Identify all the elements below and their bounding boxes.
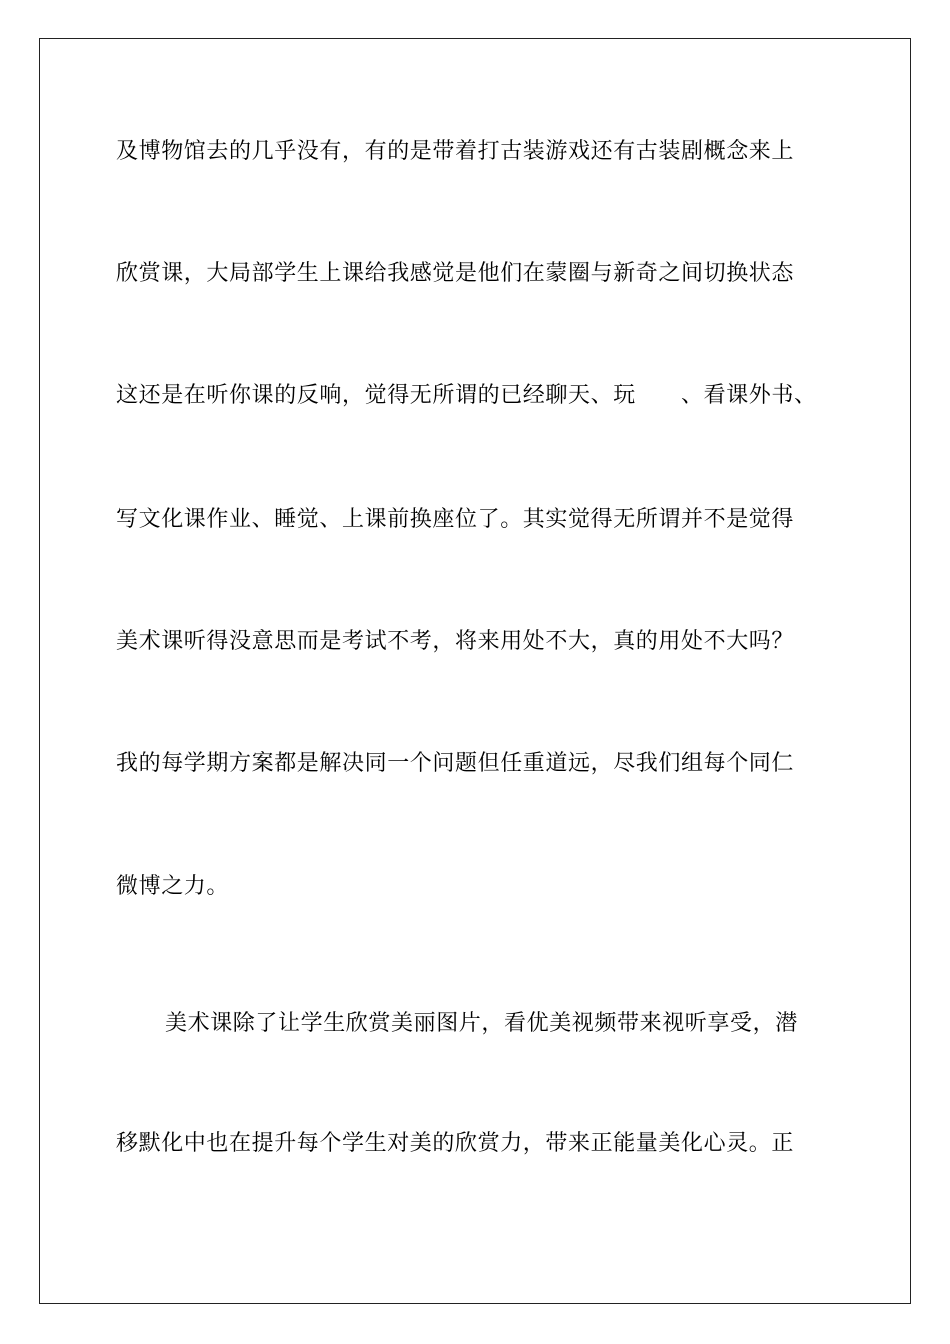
paragraph-start-line: 美术课除了让学生欣赏美丽图片，看优美视频带来视听享受，潜 (165, 1011, 798, 1036)
text-line-7: 微博之力。 (116, 874, 230, 899)
text-line-6: 我的每学期方案都是解决同一个问题但任重道远，尽我们组每个同仁 (116, 751, 795, 776)
text-line-1: 及博物馆去的几乎没有，有的是带着打古装游戏还有古装剧概念来上 (116, 139, 795, 164)
page-frame (39, 38, 911, 1304)
text-line-3: 这还是在听你课的反响，觉得无所谓的已经聊天、玩 、看课外书、 (116, 383, 817, 408)
text-line-4: 写文化课作业、睡觉、上课前换座位了。其实觉得无所谓并不是觉得 (116, 507, 795, 532)
text-line-9: 移默化中也在提升每个学生对美的欣赏力，带来正能量美化心灵。正 (116, 1131, 795, 1156)
text-line-5: 美术课听得没意思而是考试不考，将来用处不大，真的用处不大吗？ (116, 629, 795, 654)
text-line-2: 欣赏课，大局部学生上课给我感觉是他们在蒙圈与新奇之间切换状态 (116, 261, 795, 286)
